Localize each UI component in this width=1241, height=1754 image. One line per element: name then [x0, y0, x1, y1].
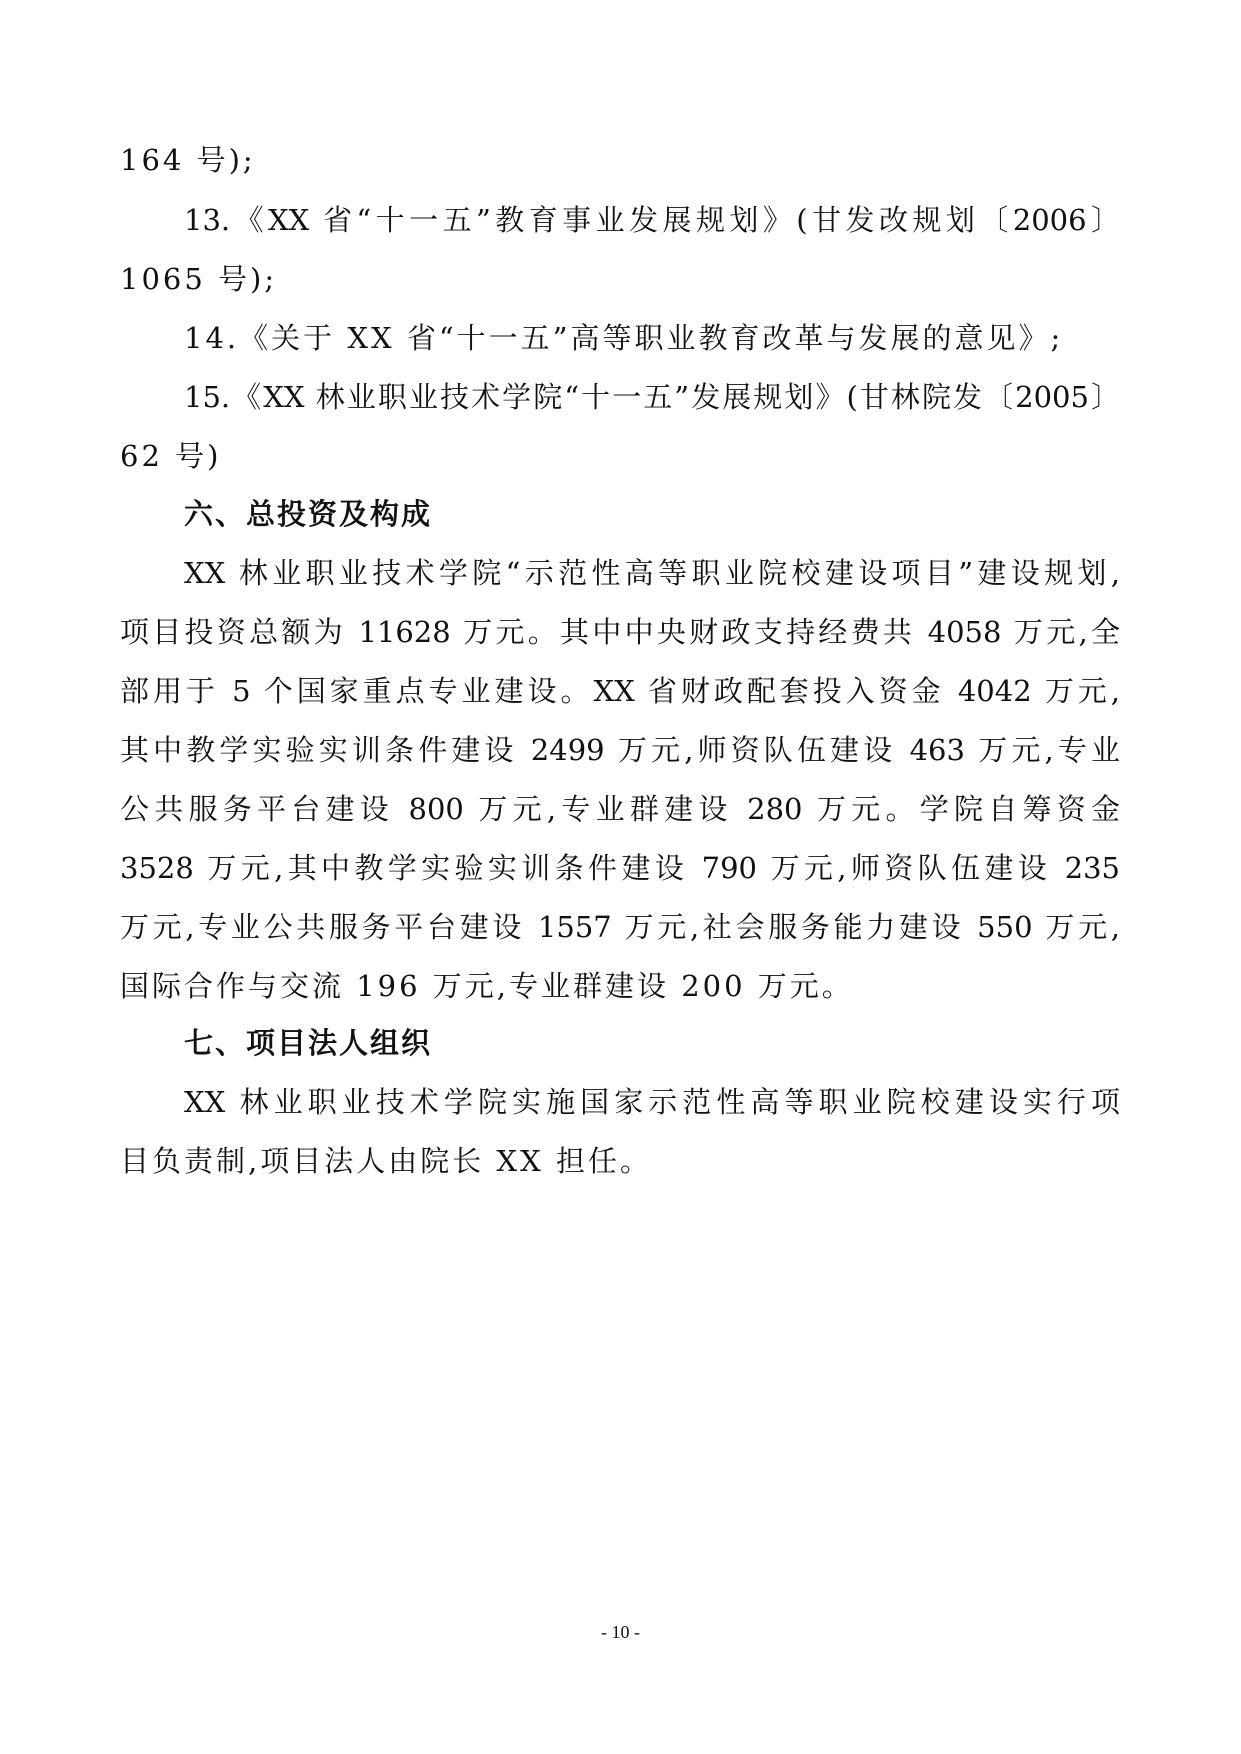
section-heading: 七、项目法人组织 [184, 1026, 433, 1060]
text-line: 62 号) [120, 439, 222, 473]
text-line: 国际合作与交流 196 万元,专业群建设 200 万元。 [120, 969, 854, 1003]
text-line: XX 林业职业技术学院实施国家示范性高等职业院校建设实行项 [184, 1085, 1120, 1119]
text-line: 万元,专业公共服务平台建设 1557 万元,社会服务能力建设 550 万元, [120, 910, 1120, 944]
text-line: 14.《关于 XX 省“十一五”高等职业教育改革与发展的意见》; [184, 321, 1064, 355]
text-line: 其中教学实验实训条件建设 2499 万元,师资队伍建设 463 万元,专业 [120, 733, 1120, 767]
text-line: 公共服务平台建设 800 万元,专业群建设 280 万元。学院自筹资金 [120, 792, 1120, 826]
section-heading: 六、总投资及构成 [184, 497, 433, 531]
text-line: XX 林业职业技术学院“示范性高等职业院校建设项目”建设规划, [184, 556, 1120, 590]
page-number: - 10 - [601, 1622, 640, 1642]
text-line: 目负责制,项目法人由院长 XX 担任。 [120, 1144, 652, 1178]
document-page [120, 0, 1120, 1754]
text-line: 13.《XX 省“十一五”教育事业发展规划》(甘发改规划〔2006〕 [184, 203, 1120, 237]
text-line: 1065 号); [120, 262, 278, 296]
text-line: 164 号); [120, 143, 256, 177]
text-line: 15.《XX 林业职业技术学院“十一五”发展规划》(甘林院发〔2005〕 [184, 380, 1120, 414]
text-line: 部用于 5 个国家重点专业建设。XX 省财政配套投入资金 4042 万元, [120, 674, 1120, 708]
text-line: 3528 万元,其中教学实验实训条件建设 790 万元,师资队伍建设 235 [120, 851, 1120, 885]
text-line: 项目投资总额为 11628 万元。其中中央财政支持经费共 4058 万元,全 [120, 615, 1120, 649]
